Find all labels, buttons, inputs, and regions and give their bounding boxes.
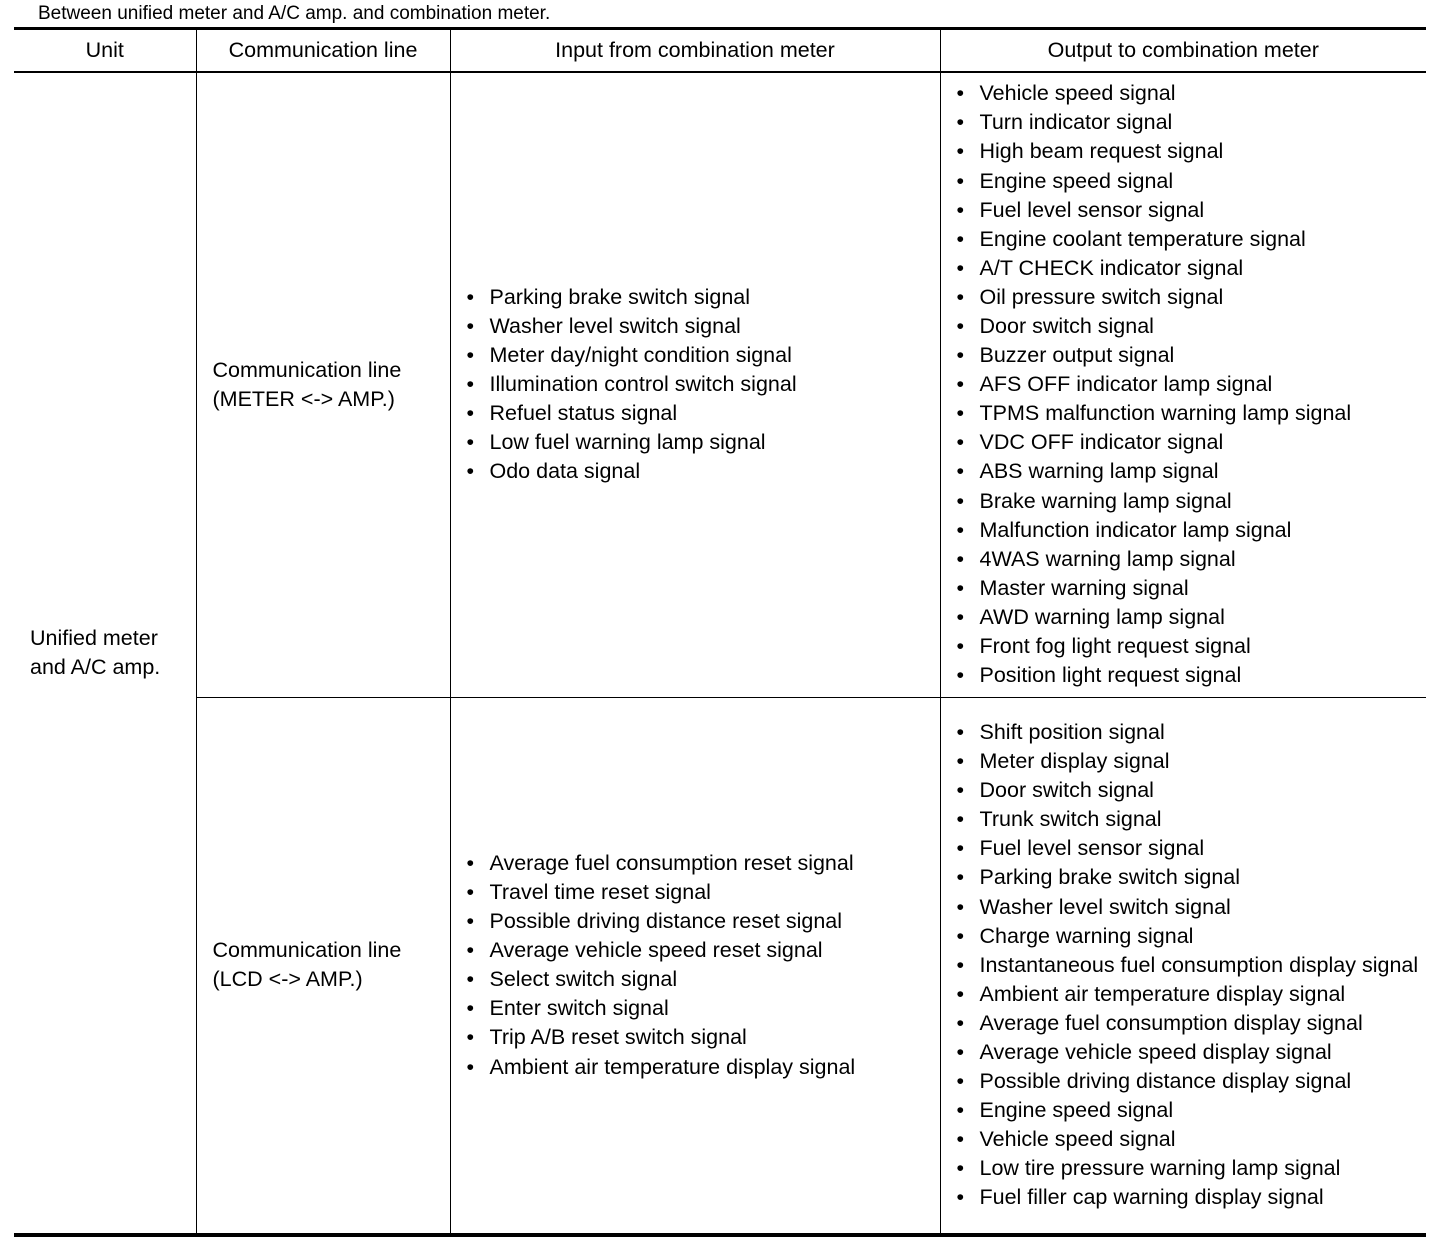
signal-list-item: • Washer level switch signal [941,893,1427,922]
comm-line-label: Communication line [212,357,402,382]
signal-list-item: • ABS warning lamp signal [941,457,1427,486]
signal-list-item: • Turn indicator signal [941,108,1427,137]
signal-list-item: • Odo data signal [451,457,940,486]
input-signals-cell [450,698,940,1235]
signal-list-item: • Engine coolant temperature signal [941,225,1427,254]
signal-list-item: • Door switch signal [941,312,1427,341]
signal-list-item: • Ambient air temperature display signal [451,1053,940,1082]
signal-list-item: • Meter day/night condition signal [451,341,940,370]
signal-list-item: • Ambient air temperature display signal [941,980,1427,1009]
signal-list-item: • Instantaneous fuel consumption display signal [941,951,1427,980]
signal-list-item: • Average fuel consumption reset signal [451,849,940,878]
signal-list-item: • Malfunction indicator lamp signal [941,516,1427,545]
signal-list-item: • Fuel level sensor signal [941,196,1427,225]
output-signals-cell [940,72,1426,698]
signal-list-item: • Enter switch signal [451,994,940,1023]
signal-list-item: • 4WAS warning lamp signal [941,545,1427,574]
comm-line-cell [196,72,450,698]
output-signal-list [941,718,1427,1213]
comm-line-cell [196,698,450,1235]
signal-list-item: • Engine speed signal [941,167,1427,196]
signal-list-item: • Possible driving distance reset signal [451,907,940,936]
signal-list-item: • AFS OFF indicator lamp signal [941,370,1427,399]
signal-list-item: • Master warning signal [941,574,1427,603]
signal-list-item: • Average fuel consumption display signal [941,1009,1427,1038]
unit-label-line: Unified meter [30,625,158,650]
comm-line-label: Communication line [212,938,402,963]
signal-list-item: • Trip A/B reset switch signal [451,1023,940,1052]
header-output: Output to combination meter [940,29,1426,72]
signal-list-item: • Fuel level sensor signal [941,834,1427,863]
signal-list-item: • Position light request signal [941,661,1427,690]
signal-list-item: • Charge warning signal [941,922,1427,951]
input-signals-cell [450,72,940,698]
signal-list-item: • Front fog light request signal [941,632,1427,661]
signal-list-item: • Refuel status signal [451,399,940,428]
signal-list-item: • Low tire pressure warning lamp signal [941,1154,1427,1183]
signal-list-item: • Vehicle speed signal [941,79,1427,108]
signal-list-item: • Possible driving distance display signal [941,1067,1427,1096]
signal-list-item: • Average vehicle speed reset signal [451,936,940,965]
signal-list-item: • High beam request signal [941,137,1427,166]
signal-list-item: • Washer level switch signal [451,312,940,341]
header-row [14,29,1426,72]
signal-list-item: • Oil pressure switch signal [941,283,1427,312]
signal-list-item: • Trunk switch signal [941,805,1427,834]
output-signals-cell [940,698,1426,1235]
signal-list-item: • Door switch signal [941,776,1427,805]
table-row [14,72,1426,698]
signal-list-item: • Brake warning lamp signal [941,487,1427,516]
output-signal-list [941,79,1427,690]
unit-label-line: and A/C amp. [30,654,161,679]
signal-table [14,27,1426,1237]
input-signal-list [451,849,940,1082]
table-row [14,698,1426,1235]
signal-list-item: • Parking brake switch signal [941,863,1427,892]
header-input: Input from combination meter [450,29,940,72]
table-body [14,72,1426,1235]
signal-list-item: • Engine speed signal [941,1096,1427,1125]
table-header [14,29,1426,72]
comm-line-label: (LCD <-> AMP.) [212,967,363,992]
signal-list-item: • Parking brake switch signal [451,283,940,312]
signal-list-item: • Select switch signal [451,965,940,994]
signal-list-item: • Shift position signal [941,718,1427,747]
signal-list-item: • Buzzer output signal [941,341,1427,370]
header-unit: Unit [14,29,196,72]
table-caption: Between unified meter and A/C amp. and combination meter. [38,3,551,24]
signal-list-item: • Illumination control switch signal [451,370,940,399]
signal-list-item: • Low fuel warning lamp signal [451,428,940,457]
signal-list-item: • Fuel filler cap warning display signal [941,1183,1427,1212]
header-communication-line: Communication line [196,29,450,72]
input-signal-list [451,283,940,487]
comm-line-label: (METER <-> AMP.) [212,386,395,411]
signal-list-item: • VDC OFF indicator signal [941,428,1427,457]
signal-list-item: • A/T CHECK indicator signal [941,254,1427,283]
signal-list-item: • Meter display signal [941,747,1427,776]
unit-cell [14,72,196,1235]
signal-list-item: • Travel time reset signal [451,878,940,907]
signal-list-item: • AWD warning lamp signal [941,603,1427,632]
signal-list-item: • TPMS malfunction warning lamp signal [941,399,1427,428]
signal-list-item: • Average vehicle speed display signal [941,1038,1427,1067]
signal-list-item: • Vehicle speed signal [941,1125,1427,1154]
